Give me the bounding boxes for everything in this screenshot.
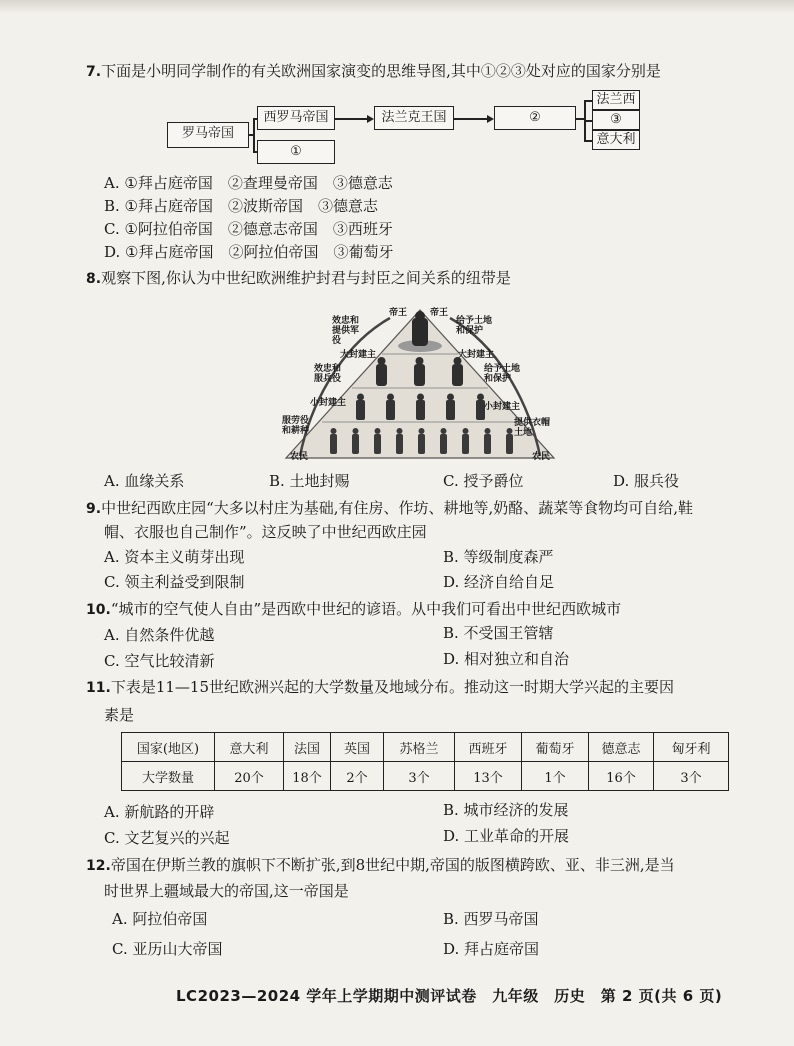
table-cell: 1个 xyxy=(522,762,589,791)
table-header-cell: 苏格兰 xyxy=(384,733,455,762)
table-cell: 16个 xyxy=(589,762,654,791)
q7-option-b[interactable]: B. ①拜占庭帝国 ②波斯帝国 ③德意志 xyxy=(104,197,379,215)
label-small-lord-right: 小封建主 xyxy=(484,402,521,412)
question-12 xyxy=(86,854,675,877)
q10-option-b[interactable]: B. 不受国王管辖 xyxy=(443,624,554,642)
q11-option-a[interactable]: A. 新航路的开辟 xyxy=(104,803,215,821)
table-cell: 3个 xyxy=(654,762,729,791)
connector xyxy=(584,100,592,102)
table-cell: 2个 xyxy=(331,762,384,791)
box-blank-2: ② xyxy=(494,106,576,130)
arrow-head xyxy=(367,115,374,123)
question-number: 11. xyxy=(86,680,111,696)
q12-option-d[interactable]: D. 拜占庭帝国 xyxy=(443,940,540,958)
q12-option-c[interactable]: C. 亚历山大帝国 xyxy=(112,940,223,958)
q11-option-b[interactable]: B. 城市经济的发展 xyxy=(443,801,569,819)
label-small-lord-left: 小封建主 xyxy=(310,398,347,408)
q7-option-c[interactable]: C. ①阿拉伯帝国 ②德意志帝国 ③西班牙 xyxy=(104,220,393,238)
question-11-line2: 素是 xyxy=(104,706,135,724)
q9-option-d[interactable]: D. 经济自给自足 xyxy=(443,573,555,591)
scan-edge xyxy=(0,0,794,14)
feudal-pyramid-figure xyxy=(270,306,570,464)
q11-option-c[interactable]: C. 文艺复兴的兴起 xyxy=(104,829,230,847)
label-king-left: 帝王 xyxy=(389,308,408,318)
label-great-lord-left: 大封建主 xyxy=(340,350,377,360)
arrow-line xyxy=(454,118,487,120)
university-table xyxy=(121,732,729,791)
q7-option-d[interactable]: D. ①拜占庭帝国 ②阿拉伯帝国 ③葡萄牙 xyxy=(104,243,394,261)
box-blank-1: ① xyxy=(257,140,335,164)
connector xyxy=(253,151,257,153)
q8-option-c[interactable]: C. 授予爵位 xyxy=(443,472,524,490)
question-9 xyxy=(86,497,693,520)
question-9-line2: 帽、衣服也自己制作”。这反映了中世纪西欧庄园 xyxy=(104,523,427,541)
table-cell: 大学数量 xyxy=(122,762,215,791)
connector xyxy=(584,140,592,142)
q8-option-a[interactable]: A. 血缘关系 xyxy=(104,472,185,490)
question-text-line1: 下表是11—15世纪欧洲兴起的大学数量及地域分布。推动这一时期大学兴起的主要因 xyxy=(110,678,674,696)
question-8 xyxy=(86,267,511,290)
question-number: 10. xyxy=(86,602,111,618)
box-frank: 法兰克王国 xyxy=(374,106,454,130)
label-loyalty-military: 效忠和提供军役 xyxy=(332,316,360,346)
box-france: 法兰西 xyxy=(592,90,640,110)
q8-option-b[interactable]: B. 土地封赐 xyxy=(269,472,350,490)
question-11 xyxy=(86,676,674,699)
question-number: 7. xyxy=(86,64,102,80)
connector xyxy=(584,120,592,122)
label-land-protection-2: 给予土地和保护 xyxy=(484,364,521,384)
table-header-cell: 国家(地区) xyxy=(122,733,215,762)
label-loyalty-service: 效忠和服兵役 xyxy=(314,364,342,384)
q12-option-b[interactable]: B. 西罗马帝国 xyxy=(443,910,539,928)
question-text-line1: 中世纪西欧庄园“大多以村庄为基础,有住房、作坊、耕地等,奶酪、蔬菜等食物均可自给,鞋 xyxy=(101,499,694,517)
table-cell: 18个 xyxy=(284,762,331,791)
table-header-cell: 匈牙利 xyxy=(654,733,729,762)
connector xyxy=(253,118,257,120)
question-number: 8. xyxy=(86,271,102,287)
box-west-roman: 西罗马帝国 xyxy=(257,106,335,130)
table-row xyxy=(122,762,729,791)
table-cell: 20个 xyxy=(215,762,284,791)
question-text-line1: 帝国在伊斯兰教的旗帜下不断扩张,到8世纪中期,帝国的版图横跨欧、亚、非三洲,是当 xyxy=(110,856,675,874)
pyramid-illustration xyxy=(270,306,570,464)
question-number: 12. xyxy=(86,858,111,874)
box-blank-3: ③ xyxy=(592,110,640,130)
table-header-cell: 西班牙 xyxy=(455,733,522,762)
box-italy: 意大利 xyxy=(592,130,640,150)
table-header-cell: 意大利 xyxy=(215,733,284,762)
q10-option-c[interactable]: C. 空气比较清新 xyxy=(104,652,215,670)
question-7 xyxy=(86,60,661,83)
arrow-head xyxy=(487,115,494,123)
label-peasant-left: 农民 xyxy=(290,452,309,462)
q12-option-a[interactable]: A. 阿拉伯帝国 xyxy=(112,910,208,928)
table-header-cell: 葡萄牙 xyxy=(522,733,589,762)
label-clothing-land: 提供衣帽土地 xyxy=(514,418,551,438)
q11-option-d[interactable]: D. 工业革命的开展 xyxy=(443,827,570,845)
label-great-lord-right: 大封建主 xyxy=(458,350,495,360)
table-cell: 13个 xyxy=(455,762,522,791)
question-text: 观察下图,你认为中世纪欧洲维护封君与封臣之间关系的纽带是 xyxy=(101,269,511,287)
connector xyxy=(253,118,255,152)
page-footer: LC2023—2024 学年上学期期中测评试卷 九年级 历史 第 2 页(共 6 页) xyxy=(176,987,723,1005)
question-10 xyxy=(86,598,621,621)
q9-option-b[interactable]: B. 等级制度森严 xyxy=(443,548,554,566)
label-labor-farming: 服劳役和耕种 xyxy=(282,416,310,436)
q10-option-a[interactable]: A. 自然条件优越 xyxy=(104,626,215,644)
connector xyxy=(576,118,584,120)
table-header-cell: 法国 xyxy=(284,733,331,762)
box-roman-empire: 罗马帝国 xyxy=(167,122,249,148)
question-12-line2: 时世界上疆域最大的帝国,这一帝国是 xyxy=(104,882,349,900)
label-peasant-right: 农民 xyxy=(532,452,551,462)
question-text: 下面是小明同学制作的有关欧洲国家演变的思维导图,其中①②③处对应的国家分别是 xyxy=(101,62,661,80)
label-land-protection: 给予土地和保护 xyxy=(456,316,493,336)
q9-option-c[interactable]: C. 领主利益受到限制 xyxy=(104,573,245,591)
question-text: “城市的空气使人自由”是西欧中世纪的谚语。从中我们可看出中世纪西欧城市 xyxy=(110,600,622,618)
label-king-right: 帝王 xyxy=(430,308,449,318)
q8-option-d[interactable]: D. 服兵役 xyxy=(613,472,680,490)
table-header-cell: 英国 xyxy=(331,733,384,762)
arrow-line xyxy=(335,118,367,120)
table-cell: 3个 xyxy=(384,762,455,791)
q9-option-a[interactable]: A. 资本主义萌芽出现 xyxy=(104,548,245,566)
q10-option-d[interactable]: D. 相对独立和自治 xyxy=(443,650,570,668)
q7-option-a[interactable]: A. ①拜占庭帝国 ②查理曼帝国 ③德意志 xyxy=(104,174,393,192)
question-number: 9. xyxy=(86,501,102,517)
table-header-row xyxy=(122,733,729,762)
table-header-cell: 德意志 xyxy=(589,733,654,762)
